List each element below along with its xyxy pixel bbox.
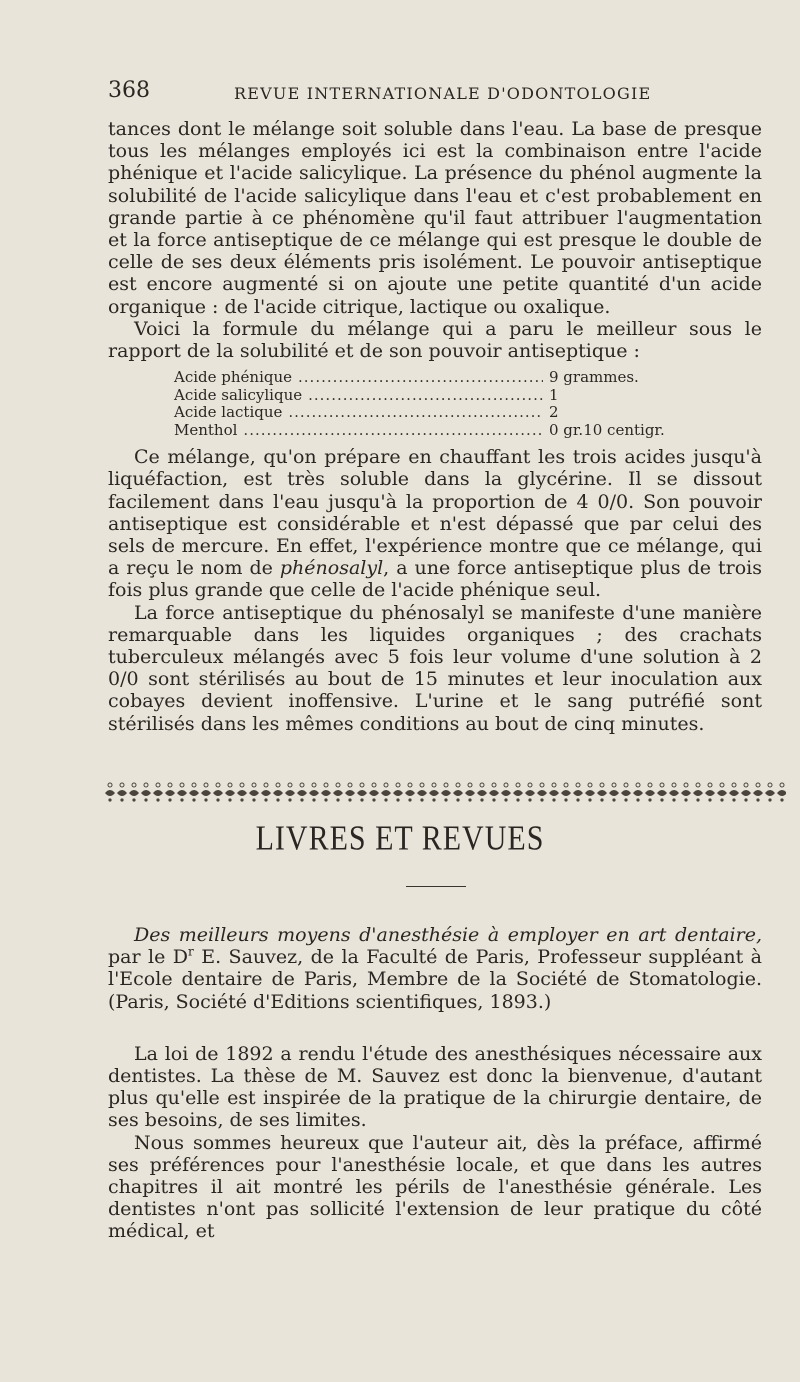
review-author-prefix: par le D [108,946,189,969]
leader-dots [288,404,543,422]
section-title: LIVRES ET REVUES [255,819,545,858]
phenosalyl-term: phénosalyl [279,557,384,580]
formula-ingredient: Acide salicylique [174,385,303,404]
formula-quantity: 0 gr.10 centigr. [549,420,665,439]
review-paragraph-2: Nous sommes heureux que l'auteur ait, dès la préface, affirmé ses préférences pour l'anesthésie locale, et que dans les autres chapitres il ait montré les périls de l'anesthésie générale. Les dentistes n'ont pas sollicité l'extension de leur pratique du côté médical, et [108,1131,762,1243]
article-body [108,118,762,735]
article-paragraph-3 [108,446,762,601]
review-author-sup: r [188,944,194,959]
running-head [108,78,740,108]
page-number: 368 [108,78,150,103]
paragraph-3-text-end: , a une force antiseptique plus de trois fois plus grande que celle de l'acide phénique seul. [108,557,762,602]
formula-ingredient: Acide phénique [174,368,293,387]
article-paragraph-1: tances dont le mélange soit soluble dans l'eau. La base de presque tous les mélanges employés ici est la combinaison entre l'acide phénique et l'acide salicylique. La présence du phénol augmente la solubilité de l'acide salicylique dans l'eau et c'est probablement en grande partie à ce phénomène qu'il faut attribuer l'augmentation et la force antiseptique de ce mélange qui est presque le double de celle de ses deux éléments pris isolément. Le pouvoir antiseptique est encore augmenté si on ajoute une petite quantité d'un acide organique : de l'acide citrique, lactique ou oxalique. [108,118,762,318]
formula-ingredient: Acide lactique [174,403,283,422]
paragraph-3-text-start: Ce mélange, qu'on prépare en chauffant les trois acides jusqu'à liquéfaction, est très soluble dans la glycérine. Il se dissout facilement dans l'eau jusqu'à la proportion de 4 0/0. Son pouvoir antiseptique est considérable et n'est dépassé que par celui des sels de mercure. En effet, l'expérience montre que ce mélange, qui a reçu le nom de [108,446,762,580]
formula-quantity: 9 grammes. [549,368,639,387]
formula-row [174,422,694,440]
formula-quantity: 2 [549,403,559,422]
formula-quantity: 1 [549,385,559,404]
journal-title: REVUE INTERNATIONALE D'ODONTOLOGIE [234,84,652,103]
article-paragraph-2: Voici la formule du mélange qui a paru le meilleur sous le rapport de la solubilité et de son pouvoir antiseptique : [108,317,762,363]
formula-row [174,369,694,387]
article-paragraph-4: La force antiseptique du phénosalyl se manifeste d'une manière remarquable dans les liquides organiques ; des crachats tuberculeux mélangés avec 5 fois leur volume d'une solution à 2 0/0 sont stérilisés au bout de 15 minutes et leur inoculation aux cobayes devient inoffensive. L'urine et le sang putréfié sont stérilisés dans les mêmes conditions au bout de cinq minutes. [108,601,762,735]
review-reference [108,924,762,1013]
formula-row [174,387,694,405]
leader-dots [308,387,543,405]
review-reference-details: E. Sauvez, de la Faculté de Paris, Professeur suppléant à l'Ecole dentaire de Paris, Membre de la Société de Stomatologie. (Paris, Société d'Editions scientifiques, 1893.) [108,946,762,1013]
leader-dots [243,422,543,440]
review-book-title: Des meilleurs moyens d'anesthésie à employer en art dentaire, [134,924,762,946]
leader-dots [298,369,543,387]
ornamental-divider [104,781,786,803]
formula-row [174,404,694,422]
review-body [108,924,762,1243]
review-paragraph-1: La loi de 1892 a rendu l'étude des anesthésiques nécessaire aux dentistes. La thèse de M. Sauvez est donc la bienvenue, d'autant plus qu'elle est inspirée de la pratique de la chirurgie dentaire, de ses besoins, de ses limites. [108,1042,762,1132]
title-rule [406,886,466,887]
formula-ingredient: Menthol [174,420,238,439]
spacer [108,1013,762,1043]
formula-list [174,369,694,439]
